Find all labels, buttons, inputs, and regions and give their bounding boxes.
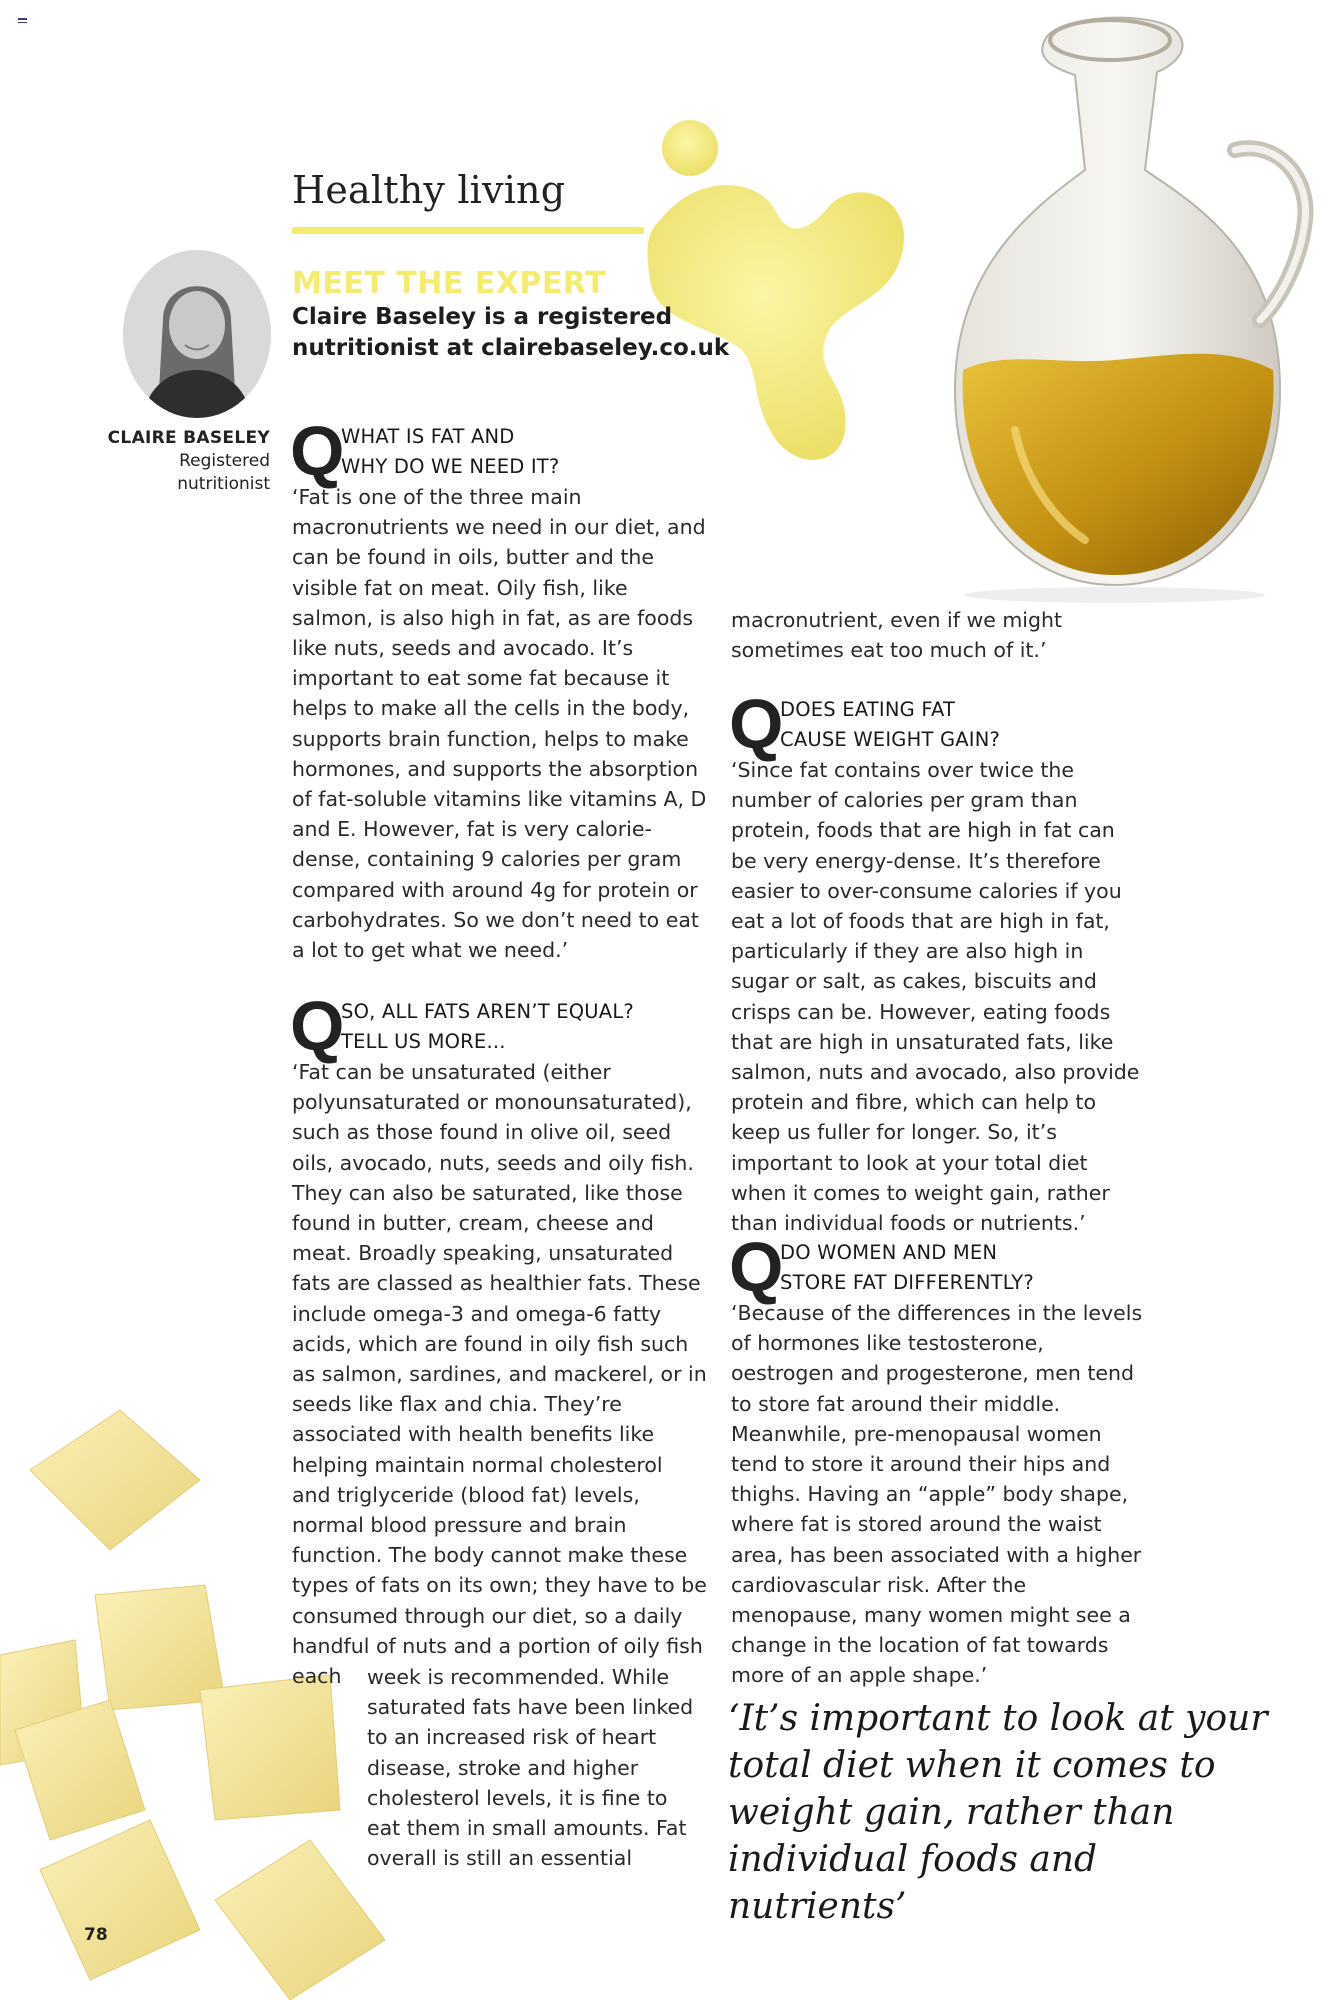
- question-block-1: [290, 412, 707, 965]
- question-heading: [729, 685, 1146, 763]
- section-title: Healthy living: [292, 168, 566, 212]
- olive-oil-jug: [935, 10, 1329, 605]
- question-line1: WHAT IS FAT AND: [341, 425, 515, 448]
- question-line1: DO WOMEN AND MEN: [780, 1241, 998, 1264]
- question-line2: STORE FAT DIFFERENTLY?: [780, 1271, 1034, 1294]
- answer-text-continued: week is recommended. While saturated fats have been linked to an increased risk of heart disease, stroke and higher cholesterol levels, it is fine to eat them in small amounts. Fat overall is still an essential: [367, 1665, 694, 1871]
- page-number: 78: [84, 1925, 108, 1945]
- question-heading: [290, 412, 707, 490]
- title-rule: [292, 227, 644, 234]
- byline-name: CLAIRE BASELEY: [107, 428, 270, 448]
- q-letter: Q: [729, 1228, 784, 1306]
- menu-icon[interactable]: [18, 18, 27, 25]
- byline-role-line1: Registered: [179, 451, 270, 471]
- question-line2: CAUSE WEIGHT GAIN?: [780, 728, 1001, 751]
- avatar: [123, 250, 271, 418]
- answer-text: ‘Since fat contains over twice the number of calories per gram than protein, foods that are high in fat can be very energy-dense. It’s therefore easier to over-consume calories if you eat a lot of foods that are high in fat, particularly if they are also high in sugar or salt, as cakes, biscuits and crisps can be. However, eating foods that are high in unsaturated fats, like salmon, nuts and avocado, also provide protein and fibre, which can help to keep us fuller for longer. So, it’s important to look at your total diet when it comes to weight gain, rather than individual foods or nutrients.’: [731, 758, 1140, 1236]
- question-line1: DOES EATING FAT: [780, 698, 956, 721]
- answer-text: ‘Fat can be unsaturated (either polyunsaturated or monounsaturated), such as those found in olive oil, seed oils, avocado, nuts, seeds and oily fish. They can also be saturated, like those found in butter, cream, cheese and meat. Broadly speaking, unsaturated fats are classed as healthier fats. These include omega-3 and omega-6 fatty acids, which are found in oily fish such as salmon, sardines, and mackerel, or in seeds like flax and chia. They’re associated with health benefits like helping maintain normal cholesterol and triglyceride (blood fat) levels, normal blood pressure and brain function. The body cannot make these types of fats on its own; they have to be consumed through our diet, so a daily handful of nuts and a portion of oily fish each: [292, 1060, 707, 1689]
- answer-text: ‘Because of the differences in the levels of hormones like testosterone, oestrogen and progesterone, men tend to store fat around their middle. Meanwhile, pre-menopausal women tend to store it around their hips and thighs. Having an “apple” body shape, where fat is stored around the waist area, has been associated with a higher cardiovascular risk. After the menopause, many women might see a change in the location of fat towards more of an apple shape.’: [731, 1301, 1143, 1688]
- q-letter: Q: [290, 987, 345, 1065]
- question-line2: WHY DO WE NEED IT?: [341, 455, 560, 478]
- answer-text: ‘Fat is one of the three main macronutrients we need in our diet, and can be found in oils, butter and the visible fat on meat. Oily fish, like salmon, is also high in fat, as are foods like nuts, seeds and avocado. It’s important to eat some fat because it helps to make all the cells in the body, supports brain function, helps to make hormones, and supports the absorption of fat-soluble vitamins like vitamins A, D and E. However, fat is very calorie-dense, containing 9 calories per gram compared with around 4g for protein or carbohydrates. So we don’t need to eat a lot to get what we need.’: [292, 485, 707, 963]
- answer-continuation: [367, 1662, 707, 1873]
- q-letter: Q: [290, 412, 345, 490]
- answer-text-end: macronutrient, even if we might sometimes eat too much of it.’: [731, 608, 1063, 663]
- byline: [96, 427, 270, 496]
- question-heading: [290, 987, 707, 1065]
- question-block-2: [290, 987, 707, 1691]
- expert-description: Claire Baseley is a registered nutritionist at clairebaseley.co.uk: [292, 304, 730, 361]
- pull-quote: ‘It’s important to look at your total diet when it comes to weight gain, rather than individual foods and nutrients’: [728, 1698, 1268, 1927]
- question-block-4: [729, 1228, 1151, 1691]
- question-block-3: [729, 685, 1146, 1238]
- question-line2: TELL US MORE...: [341, 1030, 506, 1053]
- answer-end: [731, 605, 1071, 665]
- q-letter: Q: [729, 685, 784, 763]
- question-line1: SO, ALL FATS AREN’T EQUAL?: [341, 1000, 634, 1023]
- byline-role-line2: nutritionist: [177, 474, 270, 494]
- question-heading: [729, 1228, 1151, 1306]
- meet-the-expert-label: MEET THE EXPERT: [292, 266, 607, 301]
